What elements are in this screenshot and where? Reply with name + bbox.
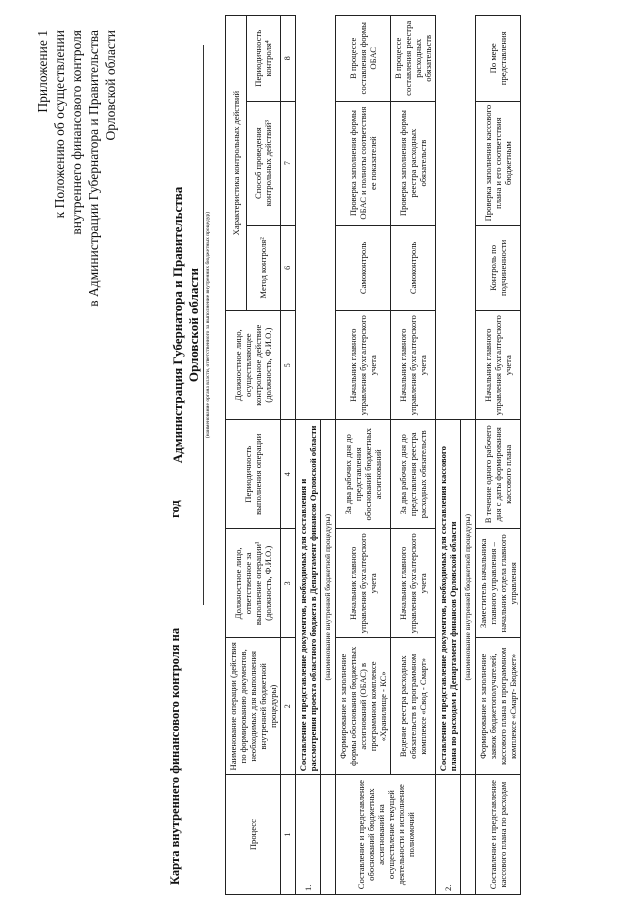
- column-number: 1: [281, 775, 296, 895]
- section-number: 1.: [296, 775, 321, 895]
- controller-cell: Начальник главного управления бухгалтерского учета: [391, 311, 436, 420]
- responsible-cell: Начальник главного управления бухгалтерского учета: [336, 529, 391, 638]
- header-method: Метод контроля²: [246, 225, 280, 311]
- header-operation: Наименование операции (действия по формированию документов, необходимых для выполнения внутренней бюджетной процедуры): [226, 638, 281, 775]
- section-caption-row: [321, 16, 336, 895]
- method-cell: Самоконтроль: [336, 225, 391, 311]
- method-cell: Самоконтроль: [391, 225, 436, 311]
- organization-block: [170, 45, 212, 605]
- header-group: Характеристика контрольных действий: [226, 16, 247, 311]
- process-cell: Составление и представление кассового плана по расходам: [476, 775, 521, 895]
- way-cell: Проверка заполнения формы реестра расходных обязательств: [391, 101, 436, 225]
- header-controller: Должностное лицо, осуществляющее контрольное действие (должность, Ф.И.О.): [226, 311, 281, 420]
- control-map-table: [225, 15, 521, 895]
- section-title-text: Составление и представление документов, необходимых для составления и рассмотрения проекта областного бюджета в Департамент финансов Орловской области: [298, 425, 318, 772]
- empty-cell: [461, 775, 476, 895]
- appendix-line: Орловской области: [103, 30, 118, 141]
- appendix-line: в Администрации Губернатора и Правительства: [86, 30, 101, 307]
- periodicity-cell: За два рабочих дня до представления реестра расходных обязательств: [391, 420, 436, 529]
- organization-caption: (наименование органа власти, ответственного за выполнение внутренних бюджетных процедур): [203, 45, 212, 605]
- column-number: 2: [281, 638, 296, 775]
- empty-cell: [321, 775, 336, 895]
- empty-cell: [461, 16, 476, 420]
- way-cell: Проверка заполнения кассового плана и его соответствия бюджетным: [476, 101, 521, 225]
- organization-name-line1: Администрация Губернатора и Правительства: [170, 186, 185, 464]
- process-cell: Составление и представление обоснований бюджетных ассигнований на осуществление текущей деятельности и исполнение полномочий: [336, 775, 436, 895]
- operation-cell: Ведение реестра расходных обязательств в программном комплексе «Свод - Смарт»: [391, 638, 436, 775]
- section-caption-row: [461, 16, 476, 895]
- table-row: [391, 16, 436, 895]
- empty-cell: [321, 16, 336, 420]
- periodicity-cell: За два рабочих дня до представления обоснований бюджетных ассигнований: [336, 420, 391, 529]
- column-number: 4: [281, 420, 296, 529]
- column-number: 5: [281, 311, 296, 420]
- column-number: 7: [281, 101, 296, 225]
- organization-name-line2: Орловской области: [186, 267, 201, 383]
- map-title-prefix: Карта внутреннего финансового контроля на: [168, 627, 182, 885]
- section-title-text: Составление и представление документов, необходимых для составления кассового плана по расходам в Департамент финансов Орловской области: [438, 446, 458, 772]
- header-control-period: Периодичность контроля⁴: [246, 16, 280, 102]
- empty-cell: [296, 16, 321, 420]
- header-responsible: Должностное лицо, ответственное за выполнение операции¹ (должность, Ф.И.О.): [226, 529, 281, 638]
- map-title-suffix: год: [168, 500, 182, 518]
- appendix-header: [34, 30, 119, 360]
- column-number: 8: [281, 16, 296, 102]
- operation-cell: Формирование и заполнение формы обоснования бюджетных ассигнований (ОБАС) в программном комплексе «Хранилище - КС»: [336, 638, 391, 775]
- control-period-cell: В процессе составления формы ОБАС: [336, 16, 391, 102]
- responsible-cell: Начальник главного управления бухгалтерского учета: [391, 529, 436, 638]
- table-row: [336, 16, 391, 895]
- control-period-cell: В процессе составления реестра расходных обязательств: [391, 16, 436, 102]
- operation-cell: Формирование и заполнение заявок бюджетополучателей, кассового плана в программном комплексе «Смарт- Бюджет»: [476, 638, 521, 775]
- appendix-line: Приложение 1: [35, 30, 50, 113]
- method-cell: Контроль по подчиненности: [476, 225, 521, 311]
- way-cell: Проверка заполнения формы ОБАС и полноты соответствия ее показателей: [336, 101, 391, 225]
- column-number: 6: [281, 225, 296, 311]
- header-process: Процесс: [226, 775, 281, 895]
- section-row: [436, 16, 461, 895]
- column-number-row: [281, 16, 296, 895]
- controller-cell: Начальник главного управления бухгалтерского учета: [476, 311, 521, 420]
- appendix-line: к Положению об осуществлении: [52, 30, 67, 219]
- empty-cell: [436, 16, 461, 420]
- section-number: 2.: [436, 775, 461, 895]
- control-period-cell: По мере представления: [476, 16, 521, 102]
- section-row: [296, 16, 321, 895]
- header-row: [226, 16, 247, 895]
- column-number: 3: [281, 529, 296, 638]
- header-way: Способ проведения контрольных действий³: [246, 101, 280, 225]
- periodicity-cell: В течение одного рабочего дня с даты формирования кассового плана: [476, 420, 521, 529]
- section-caption: (наименование внутренней бюджетной процедуры): [321, 420, 336, 775]
- section-title: [436, 420, 461, 775]
- table-row: [476, 16, 521, 895]
- controller-cell: Начальник главного управления бухгалтерского учета: [336, 311, 391, 420]
- responsible-cell: Заместитель начальника главного управления – начальник отдела главного управления: [476, 529, 521, 638]
- appendix-line: внутреннего финансового контроля: [69, 30, 84, 235]
- header-periodicity: Периодичность выполнения операции: [226, 420, 281, 529]
- section-caption: (наименование внутренней бюджетной процедуры): [461, 420, 476, 775]
- section-title: [296, 420, 321, 775]
